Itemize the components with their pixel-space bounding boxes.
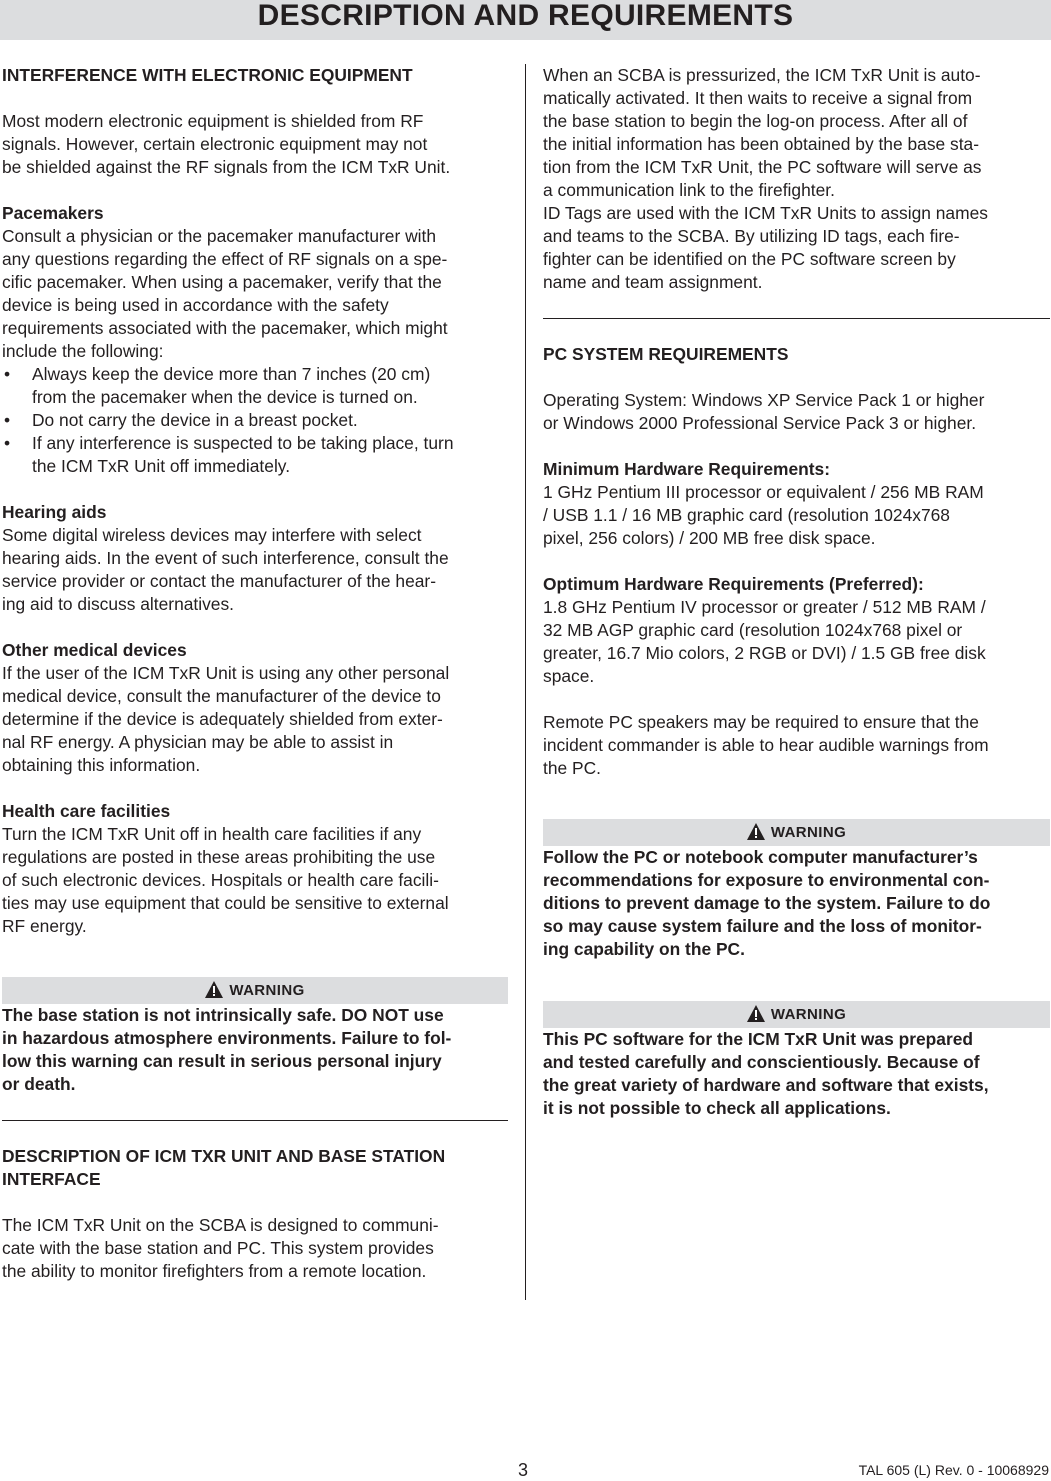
os-line: or Windows 2000 Professional Service Pack 3 or higher. <box>543 413 977 433</box>
intro-line: When an SCBA is pressurized, the ICM TxR Unit is auto- <box>543 65 981 85</box>
medical-heading: Other medical devices <box>2 640 187 660</box>
right-column <box>543 64 1050 1120</box>
warning-label: WARNING <box>770 1006 847 1023</box>
warning-triangle-icon <box>747 1005 765 1022</box>
interface-heading: DESCRIPTION OF ICM TXR UNIT AND BASE STATION <box>2 1146 446 1166</box>
interface-line: cate with the base station and PC. This system provides <box>2 1238 434 1258</box>
speakers-line: incident commander is able to hear audible warnings from <box>543 735 989 755</box>
bullet-line: • If any interference is suspected to be taking place, turn <box>32 433 454 453</box>
medical-line: If the user of the ICM TxR Unit is using any other personal <box>2 663 450 683</box>
left-column <box>2 64 508 1283</box>
column-divider <box>525 64 526 1300</box>
bullet-item <box>2 363 508 409</box>
os-line: Operating System: Windows XP Service Pack 1 or higher <box>543 390 985 410</box>
warning-text <box>543 1028 1050 1120</box>
bullet-line: the ICM TxR Unit off immediately. <box>32 456 291 476</box>
min-hardware-line: 1 GHz Pentium III processor or equivalent / 256 MB RAM <box>543 482 984 502</box>
warning-line: Follow the PC or notebook computer manufacturer’s <box>543 847 978 867</box>
opt-hardware-heading: Optimum Hardware Requirements (Preferred): <box>543 574 924 594</box>
intro-line: matically activated. It then waits to receive a signal from <box>543 88 973 108</box>
pacemakers-line: include the following: <box>2 341 164 361</box>
page-number: 3 <box>518 1460 529 1480</box>
medical-line: determine if the device is adequately shielded from exter- <box>2 709 443 729</box>
opt-hardware-line: 32 MB AGP graphic card (resolution 1024x768 pixel or <box>543 620 963 640</box>
warning-label: WARNING <box>770 824 847 841</box>
interface-line: The ICM TxR Unit on the SCBA is designed to communi- <box>2 1215 439 1235</box>
bullet-line: • Always keep the device more than 7 inches (20 cm) <box>32 364 431 384</box>
pacemakers-line: device is being used in accordance with the safety <box>2 295 389 315</box>
pacemaker-bullets <box>2 363 508 478</box>
warning-line: low this warning can result in serious personal injury <box>2 1051 442 1071</box>
bullet-line: • Do not carry the device in a breast pocket. <box>32 410 358 430</box>
document-reference: TAL 605 (L) Rev. 0 - 10068929 <box>858 1462 1049 1478</box>
medical-line: nal RF energy. A physician may be able to assist in <box>2 732 394 752</box>
hearing-line: service provider or contact the manufacturer of the hear- <box>2 571 437 591</box>
warning-line: or death. <box>2 1074 76 1094</box>
warning-triangle-icon <box>747 823 765 840</box>
title-bar <box>0 0 1051 40</box>
bullet-item <box>2 432 508 478</box>
health-heading: Health care facilities <box>2 801 171 821</box>
opt-hardware-line: greater, 16.7 Mio colors, 2 RGB or DVI) / 1.5 GB free disk <box>543 643 986 663</box>
warning-line: The base station is not intrinsically safe. DO NOT use <box>2 1005 444 1025</box>
min-hardware-line: / USB 1.1 / 16 MB graphic card (resolution 1024x768 <box>543 505 950 525</box>
warning-line: and tested carefully and conscientiously. Because of <box>543 1052 980 1072</box>
pacemakers-line: requirements associated with the pacemaker, which might <box>2 318 448 338</box>
min-hardware-heading: Minimum Hardware Requirements: <box>543 459 831 479</box>
pacemakers-line: cific pacemaker. When using a pacemaker, verify that the <box>2 272 442 292</box>
interference-line: be shielded against the RF signals from the ICM TxR Unit. <box>2 157 451 177</box>
hearing-heading: Hearing aids <box>2 502 107 522</box>
warning-line: it is not possible to check all applications. <box>543 1098 891 1118</box>
pacemakers-line: Consult a physician or the pacemaker manufacturer with <box>2 226 437 246</box>
warning-line: recommendations for exposure to environmental con- <box>543 870 990 890</box>
health-line: of such electronic devices. Hospitals or health care facili- <box>2 870 439 890</box>
interference-heading: INTERFERENCE WITH ELECTRONIC EQUIPMENT <box>2 65 413 85</box>
hearing-line: ing aid to discuss alternatives. <box>2 594 234 614</box>
medical-line: obtaining this information. <box>2 755 201 775</box>
interface-heading: INTERFACE <box>2 1169 101 1189</box>
intro-line: and teams to the SCBA. By utilizing ID tags, each fire- <box>543 226 960 246</box>
warning-triangle-icon <box>205 981 223 998</box>
pacemakers-heading: Pacemakers <box>2 203 104 223</box>
warning-line: in hazardous atmosphere environments. Failure to fol- <box>2 1028 452 1048</box>
interference-line: signals. However, certain electronic equipment may not <box>2 134 428 154</box>
warning-bar <box>543 1001 1050 1028</box>
health-line: regulations are posted in these areas prohibiting the use <box>2 847 436 867</box>
bullet-item <box>2 409 508 432</box>
pacemakers-line: any questions regarding the effect of RF signals on a spe- <box>2 249 448 269</box>
speakers-line: Remote PC speakers may be required to ensure that the <box>543 712 979 732</box>
health-line: Turn the ICM TxR Unit off in health care facilities if any <box>2 824 422 844</box>
warning-bar <box>543 819 1050 846</box>
interface-line: the ability to monitor firefighters from a remote location. <box>2 1261 427 1281</box>
warning-label: WARNING <box>229 982 305 999</box>
pc-requirements-heading: PC SYSTEM REQUIREMENTS <box>543 344 789 364</box>
warning-text <box>2 1004 508 1096</box>
opt-hardware-line: space. <box>543 666 595 686</box>
warning-line: so may cause system failure and the loss of monitor- <box>543 916 982 936</box>
intro-line: tion from the ICM TxR Unit, the PC software will serve as <box>543 157 982 177</box>
speakers-line: the PC. <box>543 758 601 778</box>
warning-line: ing capability on the PC. <box>543 939 745 959</box>
hearing-line: Some digital wireless devices may interfere with select <box>2 525 422 545</box>
intro-line: fighter can be identified on the PC software screen by <box>543 249 956 269</box>
bullet-line: from the pacemaker when the device is turned on. <box>32 387 418 407</box>
min-hardware-line: pixel, 256 colors) / 200 MB free disk space. <box>543 528 876 548</box>
intro-line: a communication link to the firefighter. <box>543 180 835 200</box>
intro-line: name and team assignment. <box>543 272 763 292</box>
health-line: RF energy. <box>2 916 87 936</box>
warning-bar <box>2 977 508 1004</box>
warning-line: the great variety of hardware and software that exists, <box>543 1075 989 1095</box>
intro-line: ID Tags are used with the ICM TxR Units to assign names <box>543 203 988 223</box>
interference-line: Most modern electronic equipment is shielded from RF <box>2 111 424 131</box>
hearing-line: hearing aids. In the event of such interference, consult the <box>2 548 449 568</box>
warning-text <box>543 846 1050 961</box>
warning-line: ditions to prevent damage to the system. Failure to do <box>543 893 991 913</box>
health-line: ties may use equipment that could be sensitive to external <box>2 893 449 913</box>
medical-line: medical device, consult the manufacturer of the device to <box>2 686 441 706</box>
warning-line: This PC software for the ICM TxR Unit was prepared <box>543 1029 974 1049</box>
intro-line: the base station to begin the log-on process. After all of <box>543 111 968 131</box>
page-title: DESCRIPTION AND REQUIREMENTS <box>257 0 794 32</box>
intro-line: the initial information has been obtained by the base sta- <box>543 134 980 154</box>
opt-hardware-line: 1.8 GHz Pentium IV processor or greater / 512 MB RAM / <box>543 597 986 617</box>
